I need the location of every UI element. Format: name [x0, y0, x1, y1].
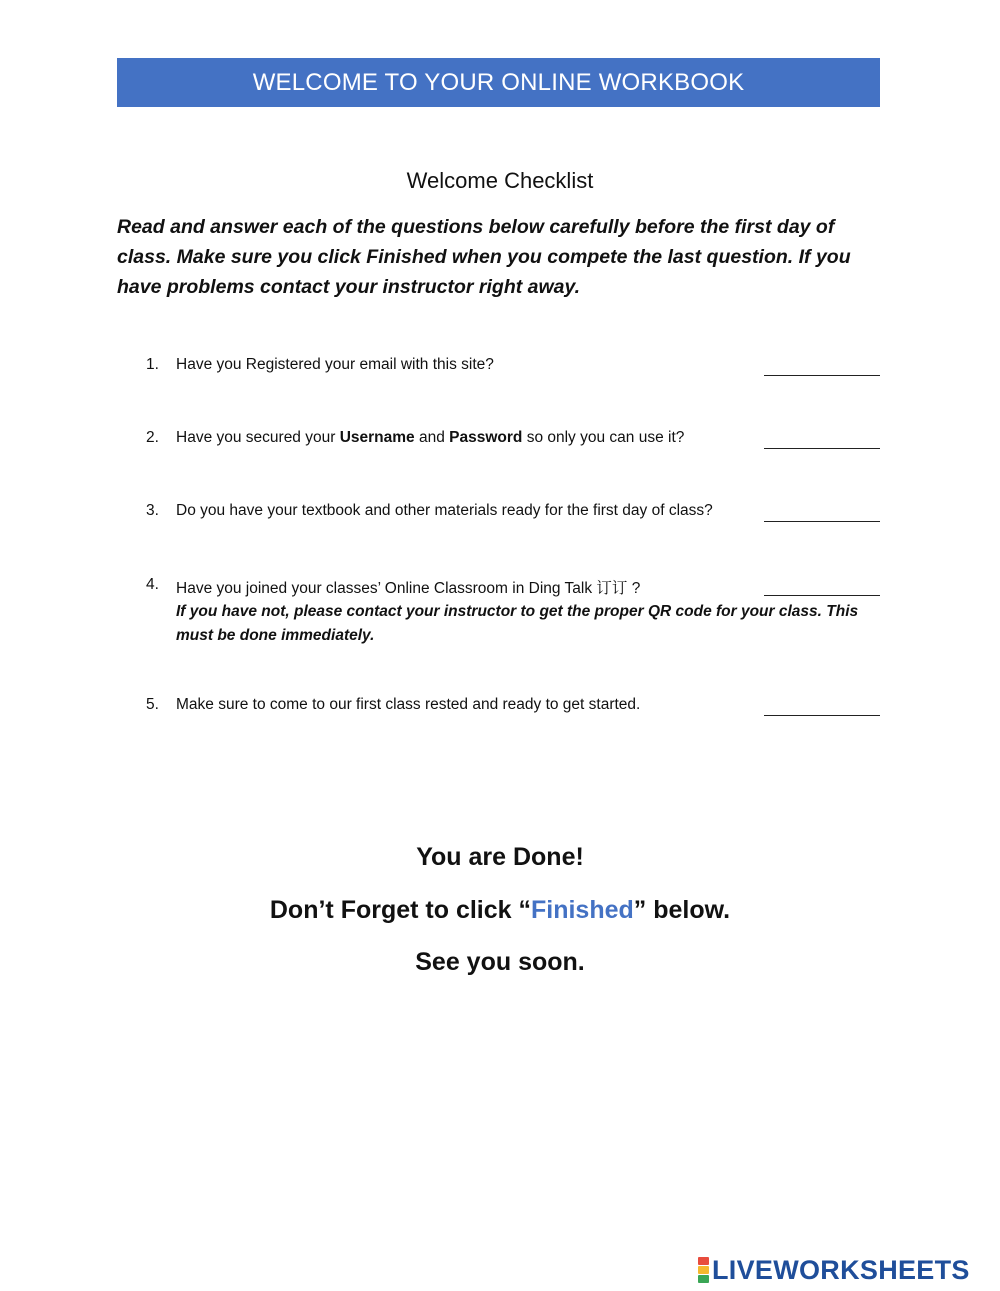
brand-name: LIVEWORKSHEETS	[712, 1254, 970, 1285]
answer-field-2[interactable]	[764, 429, 880, 449]
answer-field-3[interactable]	[764, 502, 880, 522]
finished-word: Finished	[531, 896, 634, 924]
done-message: You are Done!	[416, 843, 584, 871]
answer-field-4[interactable]	[764, 576, 880, 596]
question-number: 5.	[146, 696, 159, 713]
liveworksheets-logo	[698, 1256, 970, 1284]
logo-blocks-icon	[698, 1257, 709, 1283]
finished-reminder: Don’t Forget to click “Finished” below.	[269, 896, 731, 924]
answer-field-1[interactable]	[764, 356, 880, 376]
password-label: Password	[449, 429, 523, 446]
see-you-soon: See you soon.	[415, 948, 585, 976]
workbook-banner	[117, 58, 880, 107]
question-text: Have you secured your Username and Password so only you can use it?	[176, 429, 685, 446]
question-note: If you have not, please contact your instructor to get the proper QR code for your class. This must be done immediately.	[176, 603, 859, 644]
username-label: Username	[339, 429, 415, 446]
question-number: 4.	[146, 576, 159, 593]
question-text: Have you Registered your email with this site?	[176, 356, 494, 373]
instructions-paragraph: Read and answer each of the questions below carefully before the first day of class. Make sure you click Finished when you compete the last question. If you have problems contact your instructor right away.	[117, 216, 851, 298]
answer-field-5[interactable]	[764, 696, 880, 716]
question-number: 1.	[146, 356, 159, 373]
question-number: 3.	[146, 502, 159, 519]
question-text: Do you have your textbook and other materials ready for the first day of class?	[176, 502, 713, 519]
banner-title: WELCOME TO YOUR ONLINE WORKBOOK	[252, 68, 745, 96]
question-text: Have you joined your classes’ Online Classroom in Ding Talk 订订 ?	[176, 580, 641, 597]
checklist-title: Welcome Checklist	[406, 168, 594, 193]
question-number: 2.	[146, 429, 159, 446]
question-text: Make sure to come to our first class rested and ready to get started.	[176, 696, 641, 713]
